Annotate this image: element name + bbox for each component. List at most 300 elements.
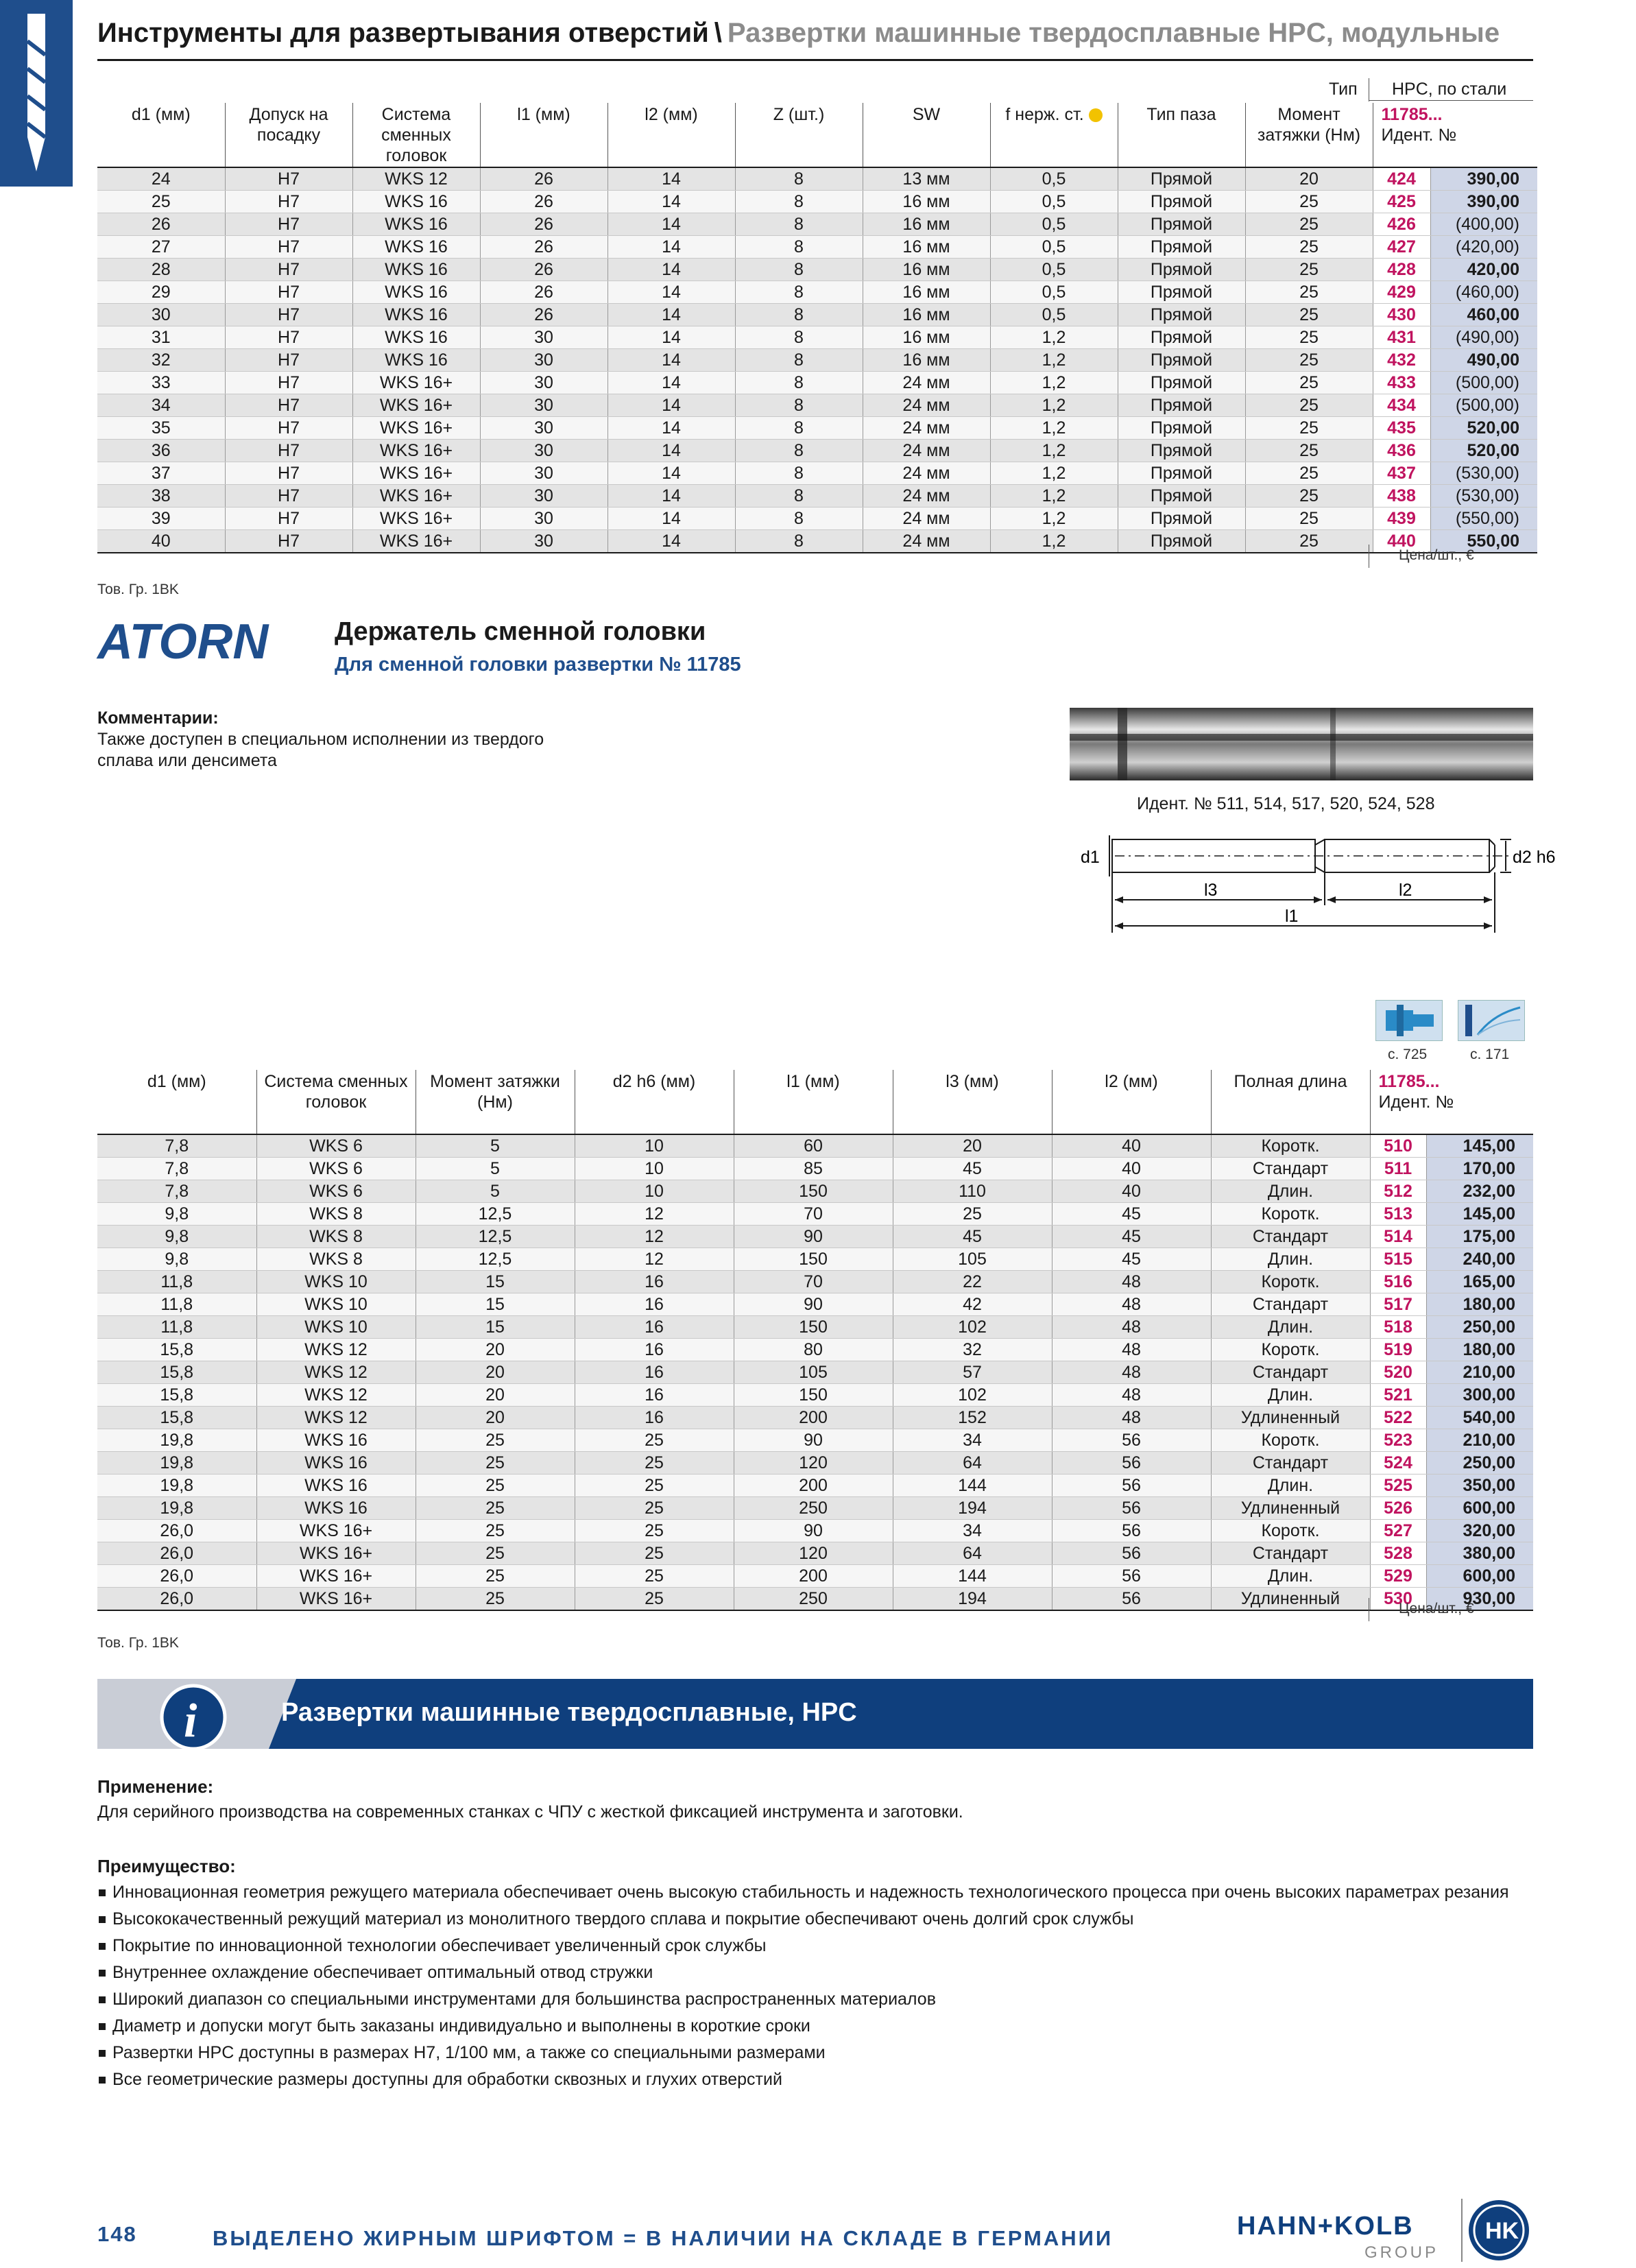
cell-d1: 38 — [97, 485, 225, 508]
table-row — [97, 1180, 1533, 1203]
hk-wordmark: HAHN+KOLB — [1237, 2212, 1414, 2241]
cell-tol: H7 — [225, 485, 352, 508]
cell-d1: 19,8 — [97, 1475, 256, 1497]
cell-l1: 250 — [734, 1497, 893, 1520]
cell-sys: WKS 16 — [352, 326, 480, 349]
cell-len: Стандарт — [1211, 1452, 1370, 1475]
col-system: Система сменных головок — [352, 103, 480, 167]
table-row — [97, 1293, 1533, 1316]
col-f — [990, 103, 1118, 167]
cell-groove: Прямой — [1118, 191, 1245, 213]
cell-l3: 194 — [893, 1588, 1052, 1611]
cell-tol: H7 — [225, 508, 352, 530]
cell-torque: 25 — [1245, 508, 1373, 530]
cell-id: 520 — [1370, 1361, 1426, 1384]
cell-price: 210,00 — [1426, 1361, 1533, 1384]
cell-f: 1,2 — [990, 394, 1118, 417]
cell-l1: 30 — [480, 440, 608, 462]
col-d1: d1 (мм) — [97, 1070, 256, 1134]
cell-z: 8 — [735, 213, 863, 236]
cell-sys: WKS 16+ — [256, 1520, 416, 1542]
table-row — [97, 1384, 1533, 1407]
cell-sys: WKS 16+ — [352, 485, 480, 508]
table-row — [97, 236, 1537, 259]
cell-l2: 56 — [1052, 1520, 1211, 1542]
cell-torque: 25 — [416, 1520, 575, 1542]
cell-l1: 30 — [480, 462, 608, 485]
cell-torque: 15 — [416, 1293, 575, 1316]
table-row — [97, 530, 1537, 553]
cell-len: Стандарт — [1211, 1361, 1370, 1384]
cell-sys: WKS 16 — [256, 1475, 416, 1497]
cell-sys: WKS 16+ — [352, 417, 480, 440]
cell-sw: 16 мм — [863, 236, 990, 259]
cell-sys: WKS 12 — [352, 167, 480, 191]
ref-page-2[interactable]: с. 171 — [1470, 1047, 1510, 1062]
benefit-item: Все геометрические размеры доступны для обработки сквозных и глухих отверстий — [96, 2069, 1536, 2090]
cell-l2: 56 — [1052, 1429, 1211, 1452]
cell-l1: 150 — [734, 1180, 893, 1203]
cell-l2: 14 — [608, 326, 735, 349]
cell-price: (550,00) — [1430, 508, 1537, 530]
hk-mark: HK — [1485, 2218, 1519, 2244]
cell-sys: WKS 16 — [352, 191, 480, 213]
cell-tol: H7 — [225, 304, 352, 326]
cell-d1: 37 — [97, 462, 225, 485]
cell-z: 8 — [735, 326, 863, 349]
cell-torque: 25 — [416, 1565, 575, 1588]
cell-len: Стандарт — [1211, 1293, 1370, 1316]
table-row — [97, 440, 1537, 462]
holder-table-body — [97, 1134, 1533, 1610]
type-rule — [1369, 100, 1533, 101]
cell-d1: 34 — [97, 394, 225, 417]
cell-torque: 25 — [1245, 236, 1373, 259]
cell-price: 250,00 — [1426, 1316, 1533, 1339]
application-label: Применение: — [97, 1776, 214, 1797]
cell-groove: Прямой — [1118, 508, 1245, 530]
cell-price: (500,00) — [1430, 372, 1537, 394]
cell-tol: H7 — [225, 530, 352, 553]
cell-id: 521 — [1370, 1384, 1426, 1407]
cell-l2: 14 — [608, 191, 735, 213]
cell-sys: WKS 16 — [352, 213, 480, 236]
cell-d1: 31 — [97, 326, 225, 349]
cell-price: (420,00) — [1430, 236, 1537, 259]
col-article — [1370, 1070, 1533, 1134]
cell-f: 0,5 — [990, 167, 1118, 191]
svg-text:i: i — [184, 1695, 197, 1747]
cell-sys: WKS 16 — [256, 1497, 416, 1520]
cell-sw: 24 мм — [863, 440, 990, 462]
dim-l1-label: l1 — [1285, 907, 1299, 926]
cell-z: 8 — [735, 394, 863, 417]
cell-d1: 15,8 — [97, 1339, 256, 1361]
cell-z: 8 — [735, 440, 863, 462]
cell-id: 523 — [1370, 1429, 1426, 1452]
cell-sys: WKS 10 — [256, 1271, 416, 1293]
cell-sys: WKS 12 — [256, 1339, 416, 1361]
cell-l1: 30 — [480, 508, 608, 530]
col-l1: l1 (мм) — [480, 103, 608, 167]
cell-l2: 48 — [1052, 1339, 1211, 1361]
cell-l3: 110 — [893, 1180, 1052, 1203]
cell-torque: 25 — [416, 1475, 575, 1497]
col-l2: l2 (мм) — [608, 103, 735, 167]
header-separator: \ — [714, 18, 722, 48]
cell-d2: 12 — [575, 1226, 734, 1248]
cell-len: Удлиненный — [1211, 1407, 1370, 1429]
cell-torque: 25 — [1245, 440, 1373, 462]
cell-d1: 35 — [97, 417, 225, 440]
table-row — [97, 1158, 1533, 1180]
cell-d1: 32 — [97, 349, 225, 372]
cell-sw: 16 мм — [863, 213, 990, 236]
cell-price: 520,00 — [1430, 440, 1537, 462]
cell-l2: 14 — [608, 281, 735, 304]
table-row — [97, 1429, 1533, 1452]
col-l2: l2 (мм) — [1052, 1070, 1211, 1134]
cell-l3: 105 — [893, 1248, 1052, 1271]
cell-z: 8 — [735, 349, 863, 372]
cell-l1: 85 — [734, 1158, 893, 1180]
cell-len: Длин. — [1211, 1248, 1370, 1271]
cell-d2: 16 — [575, 1293, 734, 1316]
cell-f: 0,5 — [990, 191, 1118, 213]
cell-l1: 30 — [480, 394, 608, 417]
cell-price: (500,00) — [1430, 394, 1537, 417]
cell-l3: 57 — [893, 1361, 1052, 1384]
cell-len: Коротк. — [1211, 1429, 1370, 1452]
cell-z: 8 — [735, 462, 863, 485]
cell-l1: 30 — [480, 530, 608, 553]
cell-price: 520,00 — [1430, 417, 1537, 440]
cell-len: Коротк. — [1211, 1520, 1370, 1542]
cell-sys: WKS 16+ — [352, 462, 480, 485]
cell-d1: 7,8 — [97, 1134, 256, 1158]
col-l3: l3 (мм) — [893, 1070, 1052, 1134]
cell-id: 428 — [1373, 259, 1430, 281]
cell-sys: WKS 8 — [256, 1203, 416, 1226]
cell-price: 460,00 — [1430, 304, 1537, 326]
cell-price: 490,00 — [1430, 349, 1537, 372]
cell-l1: 26 — [480, 191, 608, 213]
cell-sys: WKS 16 — [256, 1429, 416, 1452]
cell-d2: 10 — [575, 1134, 734, 1158]
cell-price: 250,00 — [1426, 1452, 1533, 1475]
cell-id: 440 — [1373, 530, 1430, 553]
cell-l3: 42 — [893, 1293, 1052, 1316]
cell-torque: 25 — [1245, 530, 1373, 553]
cell-torque: 25 — [1245, 281, 1373, 304]
cell-l1: 200 — [734, 1565, 893, 1588]
reamer-table — [97, 103, 1537, 553]
cell-l2: 56 — [1052, 1475, 1211, 1497]
table-row — [97, 1542, 1533, 1565]
cell-sys: WKS 12 — [256, 1361, 416, 1384]
cell-groove: Прямой — [1118, 349, 1245, 372]
cell-l2: 56 — [1052, 1565, 1211, 1588]
banner-title: Развертки машинные твердосплавные, HPC — [281, 1698, 857, 1727]
cell-l1: 26 — [480, 236, 608, 259]
cell-d2: 16 — [575, 1407, 734, 1429]
cell-torque: 15 — [416, 1316, 575, 1339]
cell-price: 170,00 — [1426, 1158, 1533, 1180]
cell-sw: 16 мм — [863, 304, 990, 326]
cell-d1: 26 — [97, 213, 225, 236]
cell-torque: 25 — [416, 1429, 575, 1452]
col-d2: d2 h6 (мм) — [575, 1070, 734, 1134]
cell-id: 530 — [1370, 1588, 1426, 1611]
cell-len: Длин. — [1211, 1475, 1370, 1497]
cell-l2: 14 — [608, 213, 735, 236]
col-l1: l1 (мм) — [734, 1070, 893, 1134]
header-subtitle: Развертки машинные твердосплавные HPC, модульные — [727, 18, 1500, 48]
cell-id: 512 — [1370, 1180, 1426, 1203]
benefit-item: Широкий диапазон со специальными инструментами для большинства распространенных материалов — [96, 1989, 1536, 2010]
cell-d1: 24 — [97, 167, 225, 191]
cell-d1: 9,8 — [97, 1226, 256, 1248]
cell-d1: 15,8 — [97, 1361, 256, 1384]
cell-sw: 16 мм — [863, 349, 990, 372]
cell-d2: 16 — [575, 1271, 734, 1293]
dim-d2-label: d2 h6 — [1513, 848, 1556, 867]
col-f-label: f нерж. ст. — [1005, 105, 1084, 124]
cell-l2: 45 — [1052, 1226, 1211, 1248]
table2-price-note: Цена/шт., € — [1399, 1601, 1474, 1616]
cell-d1: 36 — [97, 440, 225, 462]
cell-len: Длин. — [1211, 1565, 1370, 1588]
cell-tol: H7 — [225, 167, 352, 191]
cell-d1: 11,8 — [97, 1293, 256, 1316]
col-torque: Момент затяжки (Нм) — [1245, 103, 1373, 167]
cell-groove: Прямой — [1118, 213, 1245, 236]
benefits-label: Преимущество: — [97, 1856, 236, 1876]
col-tolerance: Допуск на посадку — [225, 103, 352, 167]
table-row — [97, 1226, 1533, 1248]
cell-f: 1,2 — [990, 440, 1118, 462]
cell-price: 600,00 — [1426, 1497, 1533, 1520]
cell-d1: 33 — [97, 372, 225, 394]
cell-len: Коротк. — [1211, 1134, 1370, 1158]
cell-d2: 25 — [575, 1452, 734, 1475]
cell-d1: 15,8 — [97, 1407, 256, 1429]
cell-l1: 60 — [734, 1134, 893, 1158]
cell-l1: 26 — [480, 281, 608, 304]
table-row — [97, 1134, 1533, 1158]
cell-price: 210,00 — [1426, 1429, 1533, 1452]
table-row — [97, 1203, 1533, 1226]
cell-id: 514 — [1370, 1226, 1426, 1248]
cell-l2: 40 — [1052, 1180, 1211, 1203]
cell-z: 8 — [735, 304, 863, 326]
cell-d2: 12 — [575, 1203, 734, 1226]
cell-torque: 25 — [1245, 304, 1373, 326]
col-system: Система сменных головок — [256, 1070, 416, 1134]
cell-torque: 25 — [1245, 349, 1373, 372]
cell-d1: 26,0 — [97, 1565, 256, 1588]
cell-f: 1,2 — [990, 417, 1118, 440]
cell-sys: WKS 16 — [352, 236, 480, 259]
benefit-item: Развертки HPC доступны в размерах H7, 1/100 мм, а также со специальными размерами — [96, 2042, 1536, 2064]
cell-d1: 26,0 — [97, 1520, 256, 1542]
cell-id: 435 — [1373, 417, 1430, 440]
cell-tol: H7 — [225, 440, 352, 462]
cell-torque: 25 — [1245, 394, 1373, 417]
cell-sys: WKS 16 — [352, 349, 480, 372]
cell-sys: WKS 16+ — [256, 1565, 416, 1588]
cell-d1: 25 — [97, 191, 225, 213]
tool-holder-ref-icon[interactable] — [1375, 1000, 1443, 1041]
cell-d2: 25 — [575, 1429, 734, 1452]
cell-d2: 25 — [575, 1497, 734, 1520]
cell-tol: H7 — [225, 213, 352, 236]
cell-l2: 40 — [1052, 1134, 1211, 1158]
cell-f: 1,2 — [990, 326, 1118, 349]
cell-l1: 150 — [734, 1248, 893, 1271]
cell-d1: 7,8 — [97, 1180, 256, 1203]
cell-l2: 14 — [608, 236, 735, 259]
cell-l2: 40 — [1052, 1158, 1211, 1180]
benefit-item: Высококачественный режущий материал из монолитного твердого сплава и покрытие обеспечивают очень долгий срок службы — [96, 1909, 1536, 1930]
cell-price: 540,00 — [1426, 1407, 1533, 1429]
cell-l3: 102 — [893, 1316, 1052, 1339]
article-prefix: 11785... — [1378, 1072, 1440, 1091]
cell-price: (460,00) — [1430, 281, 1537, 304]
cell-groove: Прямой — [1118, 462, 1245, 485]
cell-z: 8 — [735, 191, 863, 213]
table-row — [97, 167, 1537, 191]
cell-z: 8 — [735, 372, 863, 394]
cell-id: 524 — [1370, 1452, 1426, 1475]
cell-price: 165,00 — [1426, 1271, 1533, 1293]
cell-d2: 25 — [575, 1565, 734, 1588]
cell-price: 420,00 — [1430, 259, 1537, 281]
cell-l1: 150 — [734, 1316, 893, 1339]
cell-sw: 24 мм — [863, 485, 990, 508]
cell-torque: 25 — [416, 1542, 575, 1565]
cell-torque: 12,5 — [416, 1226, 575, 1248]
cell-sys: WKS 16 — [352, 259, 480, 281]
cell-len: Длин. — [1211, 1384, 1370, 1407]
cell-sys: WKS 16+ — [256, 1542, 416, 1565]
cell-torque: 20 — [1245, 167, 1373, 191]
table-row — [97, 191, 1537, 213]
cell-torque: 25 — [416, 1497, 575, 1520]
cell-l3: 45 — [893, 1226, 1052, 1248]
cell-l3: 32 — [893, 1339, 1052, 1361]
table-row — [97, 485, 1537, 508]
info-ref-icon[interactable] — [1458, 1000, 1525, 1041]
cell-l1: 30 — [480, 326, 608, 349]
cell-tol: H7 — [225, 326, 352, 349]
cell-l2: 45 — [1052, 1203, 1211, 1226]
cell-id: 518 — [1370, 1316, 1426, 1339]
cell-torque: 5 — [416, 1180, 575, 1203]
cell-groove: Прямой — [1118, 326, 1245, 349]
cell-price: (530,00) — [1430, 462, 1537, 485]
cell-sys: WKS 16+ — [256, 1588, 416, 1611]
cell-torque: 20 — [416, 1407, 575, 1429]
cell-l2: 14 — [608, 259, 735, 281]
cell-l2: 48 — [1052, 1271, 1211, 1293]
cell-len: Длин. — [1211, 1180, 1370, 1203]
cell-sys: WKS 16+ — [352, 394, 480, 417]
cell-l1: 90 — [734, 1293, 893, 1316]
cell-f: 0,5 — [990, 236, 1118, 259]
cell-d1: 30 — [97, 304, 225, 326]
table-row — [97, 326, 1537, 349]
cell-sys: WKS 6 — [256, 1180, 416, 1203]
variant-label: HPC, по стали — [1392, 80, 1507, 99]
cell-sys: WKS 16 — [352, 281, 480, 304]
table1-price-note: Цена/шт., € — [1399, 547, 1474, 563]
cell-id: 438 — [1373, 485, 1430, 508]
cell-l1: 26 — [480, 304, 608, 326]
cell-id: 427 — [1373, 236, 1430, 259]
table-row — [97, 1339, 1533, 1361]
cell-d1: 7,8 — [97, 1158, 256, 1180]
cell-l1: 90 — [734, 1226, 893, 1248]
page-header — [97, 18, 1500, 49]
table-row — [97, 1475, 1533, 1497]
cell-l1: 70 — [734, 1203, 893, 1226]
cell-z: 8 — [735, 530, 863, 553]
cell-d2: 16 — [575, 1384, 734, 1407]
col-torque: Момент затяжки (Нм) — [416, 1070, 575, 1134]
cell-id: 436 — [1373, 440, 1430, 462]
cell-z: 8 — [735, 281, 863, 304]
cell-d1: 39 — [97, 508, 225, 530]
cell-price: 390,00 — [1430, 167, 1537, 191]
cell-price: 600,00 — [1426, 1565, 1533, 1588]
cell-d1: 11,8 — [97, 1271, 256, 1293]
cell-l1: 90 — [734, 1520, 893, 1542]
cell-l1: 105 — [734, 1361, 893, 1384]
cell-d2: 10 — [575, 1180, 734, 1203]
cell-torque: 25 — [1245, 417, 1373, 440]
cell-l2: 14 — [608, 440, 735, 462]
col-length: Полная длина — [1211, 1070, 1370, 1134]
cell-len: Коротк. — [1211, 1271, 1370, 1293]
ref-page-1[interactable]: с. 725 — [1388, 1047, 1428, 1062]
cell-l3: 64 — [893, 1452, 1052, 1475]
holder-product-image — [1070, 706, 1533, 782]
cell-id: 426 — [1373, 213, 1430, 236]
cell-d1: 27 — [97, 236, 225, 259]
cell-sw: 13 мм — [863, 167, 990, 191]
cell-sys: WKS 16 — [256, 1452, 416, 1475]
hk-group: GROUP — [1364, 2243, 1439, 2262]
cell-l1: 30 — [480, 417, 608, 440]
cell-l1: 26 — [480, 167, 608, 191]
cell-tol: H7 — [225, 462, 352, 485]
cell-tol: H7 — [225, 417, 352, 440]
cell-z: 8 — [735, 259, 863, 281]
cell-sys: WKS 6 — [256, 1134, 416, 1158]
col-z: Z (шт.) — [735, 103, 863, 167]
cell-l2: 14 — [608, 417, 735, 440]
col-groove: Тип паза — [1118, 103, 1245, 167]
cell-torque: 12,5 — [416, 1203, 575, 1226]
cell-price: 350,00 — [1426, 1475, 1533, 1497]
cell-id: 424 — [1373, 167, 1430, 191]
cell-sys: WKS 12 — [256, 1384, 416, 1407]
cell-price: 175,00 — [1426, 1226, 1533, 1248]
cell-id: 527 — [1370, 1520, 1426, 1542]
cell-id: 525 — [1370, 1475, 1426, 1497]
cell-torque: 25 — [1245, 213, 1373, 236]
